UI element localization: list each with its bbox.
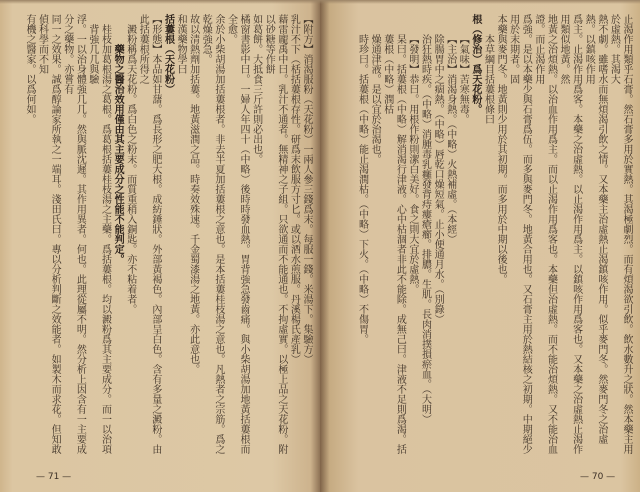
text-column: 【發明】恭曰。用根作粉則潔白美好。食之則大宜於虛熱。	[406, 34, 418, 294]
text-column: 故以清熱劑加括蔞。地黃滋潤之品。時奏效殊速。千金蜀漆湯之地黃。亦此意也。	[187, 14, 199, 374]
text-column: 同一之效果。誠爲醇論家所執之一端耳。淺田氏曰。專以分析判斷之效能者。如製木而求花。但知敢偵科學而不知	[36, 14, 61, 454]
text-column: 澱粉稱爲天花粉。爲白色之粉末。而質重稍入銅匙。亦不粘着者。	[124, 24, 136, 314]
text-column: 桂枝加葛根湯之葛根。爲葛根括蔞桂枝湯之主藥。爲括蔞根。均以澱粉爲其主要成分。而一以治項背強几几與驗	[86, 24, 111, 454]
text-column: 杲曰。括蔞根（中略）解消渴行津液。心中枯涸者非此不能除。成無己曰。津液不足則爲渴。括蔞根（中略）潤枯	[381, 34, 406, 454]
right-page-text	[328, 14, 632, 460]
text-column: 除腸胃中之痼熱。（中略）唇乾口燥短氣。止小便通月水。（別錄）	[432, 34, 444, 324]
page-number-left: — 71 —	[36, 472, 72, 482]
text-column: 燥通津液。是以宜於治渴也。	[369, 34, 381, 164]
text-column: 本藥與麥門冬。地黃則少用於其初期。而多用於中期以後也。	[495, 14, 507, 284]
text-column: 【附方】消渴服粉（天花粉）一兩人參三錢爲末。每服一錢。米湯下。集驗方）	[301, 14, 312, 364]
text-column: 浮。一以治身體強几几。然與脈沈遲。其作用異者。何也。此理從屬不明。然分析上因含有一主要成分之藥物。亦嘗有	[61, 14, 86, 454]
section-heading: 括蔞根（天花粉）	[162, 14, 174, 94]
text-column: 余於小柴胡湯加括蔞根者。非去半夏加括蔞根之意也。是本括蔞桂枝湯之意也。凡熱者之宗筋。爲之乾燥強急。	[200, 14, 224, 454]
text-column: 止渴作用類乎石膏。然石膏多用於實熱。其渴極劇烈。而有煩渴欲引飲。飲水數升之狀。然本藥主用於虛熱。其渴大	[608, 14, 632, 454]
text-column: 乳汁不下（栝括蔞根存性。研爲末飲服方寸匕。或以酒水煎服。丹溪楊氏產乳）	[288, 14, 300, 364]
text-column: 【氣味】苦寒無毒。	[457, 34, 469, 124]
left-page-text	[8, 14, 312, 460]
section-intro: 和漢藥物學曰	[175, 14, 187, 74]
text-column: 如葛餅。大抵食三斤許則必出也。	[250, 14, 262, 164]
text-column: 【形態】本品如甘藷。爲長形之肥大根。成紡錘狀。外部黃褐色。內部呈白色。含有多量之澱粉。由此括蔞根所得之	[137, 14, 161, 454]
section-heading: 根（修治）爲天花粉。	[469, 14, 481, 114]
bold-statement: 藥物之醫治效用僅由其主要成分之性能不能判定。	[112, 44, 124, 264]
page-number-right: — 70 —	[580, 472, 616, 482]
text-column: 時珍曰。括蔞根（中略）能止渴潤枯。（中略）下火。（中略）不傷胃。	[356, 34, 368, 344]
text-column: 有機之醫家。以爲何如。	[23, 14, 35, 124]
section-intro: 本草綱目括蔞根條曰	[482, 34, 494, 124]
text-column: 橘窗書影中曰。一婦人年四十（中略）後時時發血熱。胃背強急發齒痛。與小柴胡湯加地黃括蔞根而全愈。	[225, 14, 250, 454]
text-column: 藉雷龐禹中曰。乳汁不通者。無精神之子組。只欲通而不能通也。不拘虛實。以極上品之天花粉。附以砂糖等作餅	[263, 14, 287, 454]
text-column: 【主治】消渴身熱。（中略）火熱補虛。（本經）	[444, 34, 456, 244]
text-column: 治狂熱時疾。（中略）消腫毒乳癰發背痔瘻瘡癤。排膿。生肌。長肉消撲損瘀血。（大明）	[419, 34, 431, 424]
text-column: 熱不劇。雖嗜水而無煩渴引飲之情。又本藥主治虛熱止渴鎮咳作用。似乎麥門冬。然麥門冬之治虛熱。以鎮咳作用	[583, 14, 607, 444]
text-column: 爲主。止渴作用爲客。本藥之治虛熱。以止渴作用爲主。以鎮咳作用爲客也。又本藥之治虛熱止渴作用類似地黃。然	[558, 14, 582, 454]
text-column: 地黃之治煩熱。以治血作用爲主。而以止渴作用爲客也。本藥但治虛熱。而不能治煩熱。又不能治血證。而止渴作用	[532, 14, 557, 454]
text-column: 爲強。是以本藥少與石膏爲伍。而多與麥門冬。地黃合用也。又石膏主用於熱結核之初期。中期絕少用於末期者。固	[507, 14, 532, 454]
page-edge-shadow	[0, 0, 640, 4]
